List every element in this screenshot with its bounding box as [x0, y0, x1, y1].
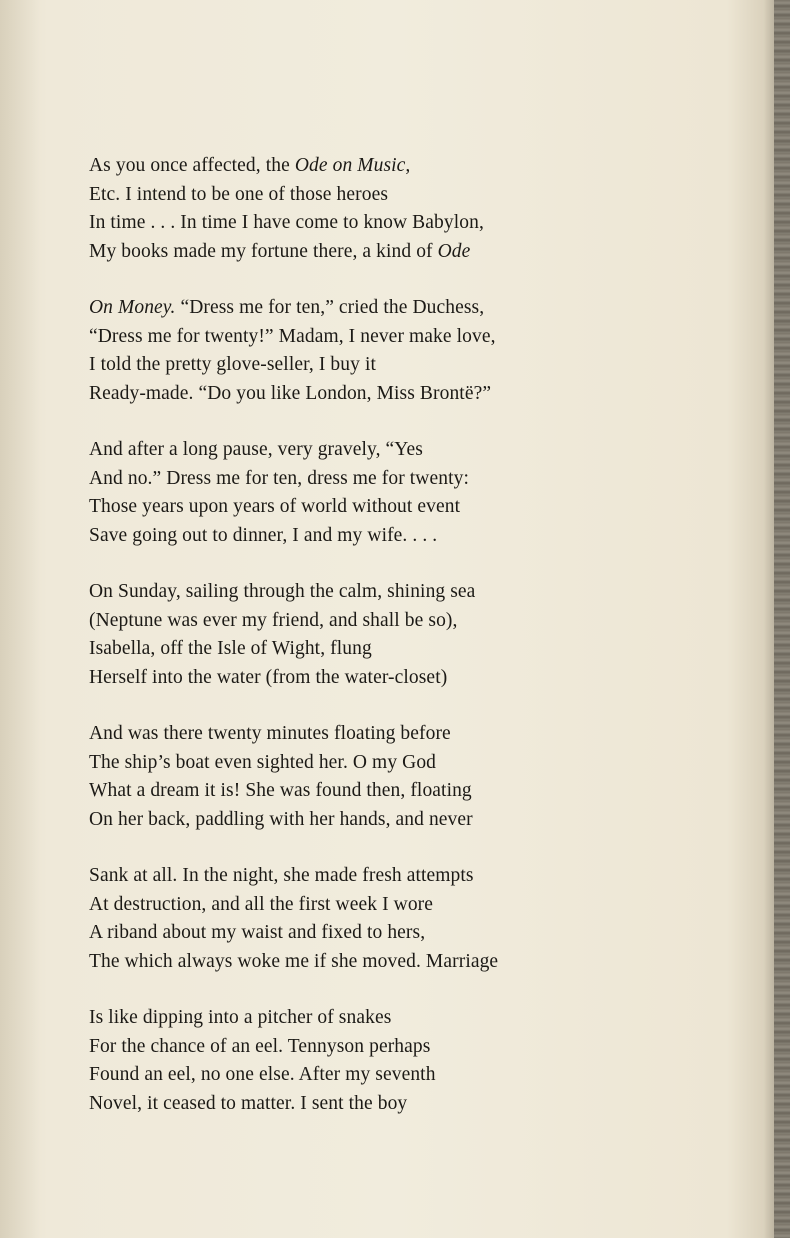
stanza: [89, 862, 689, 976]
poem-line: What a dream it is! She was found then, floating: [89, 780, 472, 801]
page-edge-shadow: [764, 0, 774, 1238]
poem-line: Isabella, off the Isle of Wight, flung: [89, 638, 372, 659]
stanza: [89, 720, 689, 834]
poem-line: On Sunday, sailing through the calm, shining sea: [89, 581, 476, 602]
stanza: [89, 294, 689, 408]
stanza: [89, 1004, 689, 1118]
poem-line: The which always woke me if she moved. Marriage: [89, 950, 499, 972]
poem-line: I told the pretty glove-seller, I buy it: [89, 354, 376, 375]
poem-line: “Dress me for twenty!” Madam, I never make love,: [89, 325, 496, 347]
poem-line: The ship’s boat even sighted her. O my God: [89, 751, 437, 773]
stanza: [89, 152, 689, 266]
poem-line: And was there twenty minutes floating before: [89, 723, 451, 744]
poem-line: And no.” Dress me for ten, dress me for twenty:: [89, 467, 469, 489]
stanza: [89, 436, 689, 550]
poem-line: Novel, it ceased to matter. I sent the boy: [89, 1092, 408, 1114]
poem-line: My books made my fortune there, a kind of Ode: [89, 240, 471, 262]
poem-line: Herself into the water (from the water-closet): [89, 666, 448, 688]
poem-line: (Neptune was ever my friend, and shall be so),: [89, 609, 458, 631]
poem-line: Those years upon years of world without event: [89, 496, 461, 517]
poem-line: On Money. “Dress me for ten,” cried the Duchess,: [89, 297, 485, 318]
poem-line: For the chance of an eel. Tennyson perhaps: [89, 1035, 431, 1057]
poem-line: And after a long pause, very gravely, “Yes: [89, 439, 423, 460]
poem-line: As you once affected, the Ode on Music,: [89, 155, 411, 176]
poem-line: On her back, paddling with her hands, and never: [89, 808, 473, 830]
poem-line: At destruction, and all the first week I wore: [89, 893, 434, 915]
poem-line: Found an eel, no one else. After my seventh: [89, 1064, 436, 1085]
stanza: [89, 578, 689, 692]
poem-body: [89, 152, 689, 1146]
poem-line: Is like dipping into a pitcher of snakes: [89, 1007, 392, 1028]
gutter-shadow: [0, 0, 40, 1238]
poem-line: In time . . . In time I have come to know Babylon,: [89, 212, 484, 233]
poem-line: A riband about my waist and fixed to hers,: [89, 922, 426, 943]
poem-line: Etc. I intend to be one of those heroes: [89, 183, 389, 205]
poem-line: Save going out to dinner, I and my wife. . . .: [89, 524, 438, 546]
poem-line: Sank at all. In the night, she made fresh attempts: [89, 865, 474, 886]
poem-line: Ready-made. “Do you like London, Miss Brontë?”: [89, 382, 492, 404]
page-edge: [774, 0, 790, 1238]
